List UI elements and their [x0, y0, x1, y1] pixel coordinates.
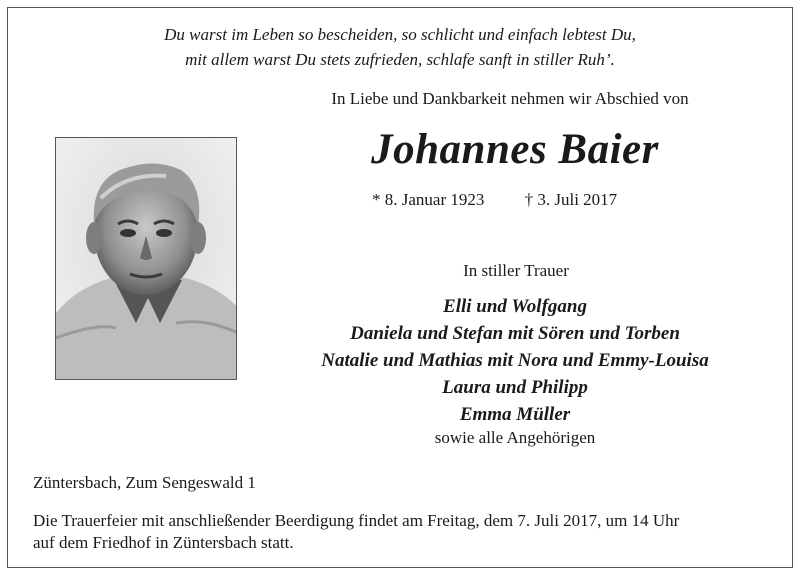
birth-date: * 8. Januar 1923 [372, 190, 485, 209]
farewell-intro: In Liebe und Dankbarkeit nehmen wir Abschied von [331, 89, 689, 108]
ceremony-line: auf dem Friedhof in Züntersbach statt. [33, 533, 294, 552]
mourner-entry: Laura und Philipp [442, 377, 588, 398]
memorial-poem [0, 22, 800, 72]
mourner-entry: Emma Müller [459, 404, 571, 425]
relatives-note: sowie alle Angehörigen [434, 428, 596, 447]
family-address: Züntersbach, Zum Sengeswald 1 [33, 473, 256, 492]
poem-line: mit allem warst Du stets zufrieden, schlafe sanft in stiller Ruh’. [185, 50, 615, 69]
death-date: † 3. Juli 2017 [524, 190, 618, 209]
mourner-entry: Elli und Wolfgang [443, 296, 587, 317]
ceremony-info [33, 510, 679, 554]
poem-line: Du warst im Leben so bescheiden, so schlicht und einfach lebtest Du, [164, 25, 636, 44]
deceased-name: Johannes Baier [371, 126, 659, 173]
ceremony-line: Die Trauerfeier mit anschließender Beerdigung findet am Freitag, dem 7. Juli 2017, um 14 Uhr [33, 511, 680, 530]
portrait-image [56, 138, 237, 380]
mourner-entry: Natalie und Mathias mit Nora und Emmy-Louisa [321, 350, 709, 371]
portrait-photo [55, 137, 237, 380]
mourners-list [215, 293, 800, 428]
mourning-label: In stiller Trauer [463, 261, 569, 280]
mourner-entry: Daniela und Stefan mit Sören und Torben [350, 323, 680, 344]
life-dates [372, 190, 617, 210]
